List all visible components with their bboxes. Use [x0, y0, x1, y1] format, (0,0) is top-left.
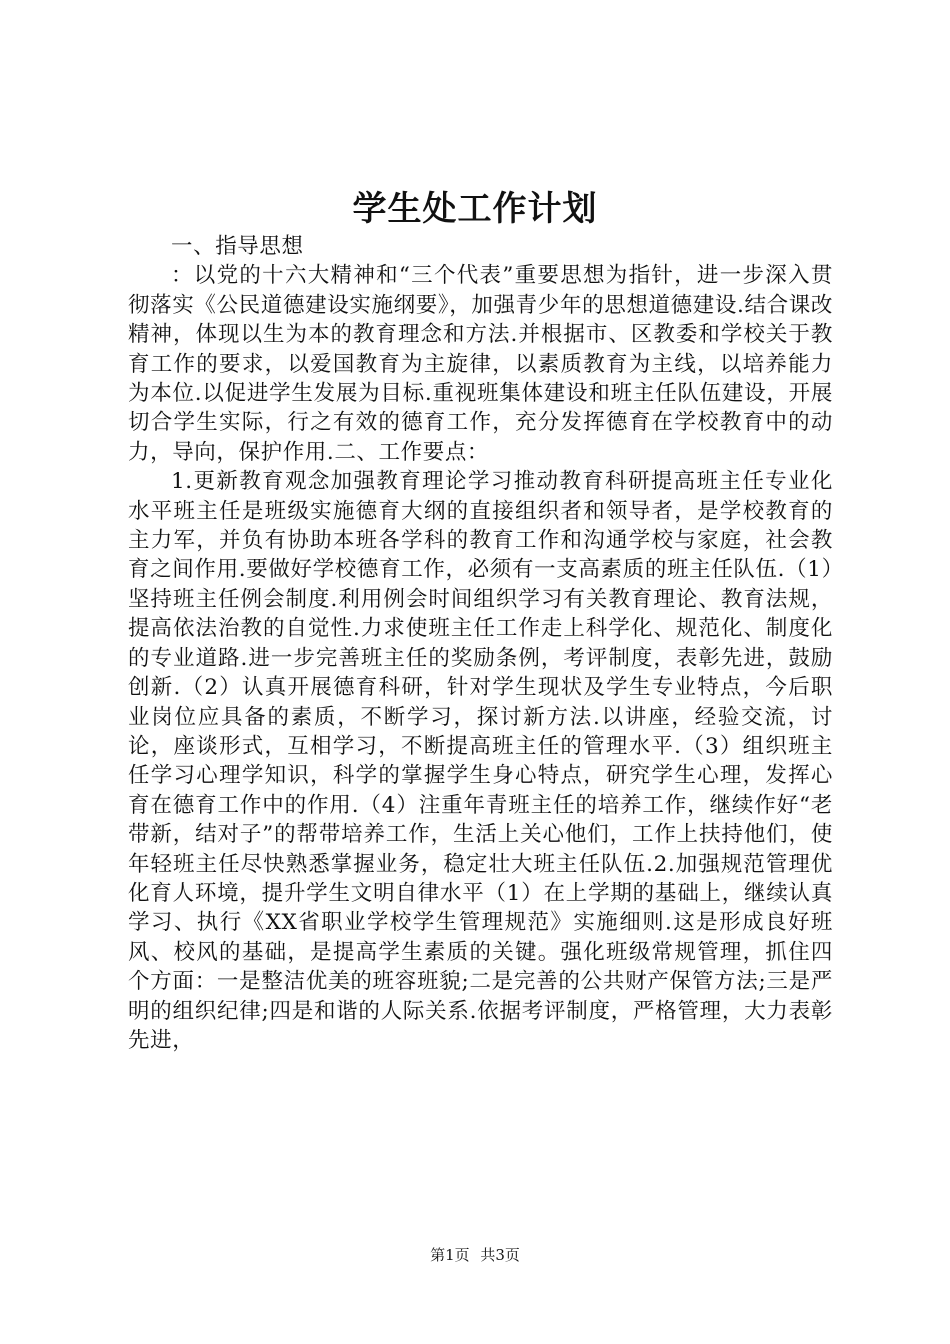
paragraph-guiding-thought: ：以党的十六大精神和“三个代表”重要思想为指针，进一步深入贯彻落实《公民道德建设实施纲要》，加强青少年的思想道德建设.结合课改精神，体现以生为本的教育理念和方法.并根据市、区教委和学校关于教育工作的要求，以爱国教育为主旋律，以素质教育为主线，以培养能力为本位.以促进学生发展为目标.重视班集体建设和班主任队伍建设，开展切合学生实际，行之有效的德育工作，充分发挥德育在学校教育中的动力，导向，保护作用.二、工作要点： — [128, 263, 833, 465]
page-number: 第1页 — [430, 1246, 470, 1264]
page-footer — [0, 1245, 950, 1265]
paragraph-work-points: 1.更新教育观念加强教育理论学习推动教育科研提高班主任专业化水平班主任是班级实施德育大纲的直接组织者和领导者，是学校教育的主力军，并负有协助本班各学科的教育工作和沟通学校与家庭，社会教育之间作用.要做好学校德育工作，必须有一支高素质的班主任队伍.（1）坚持班主任例会制度.利用例会时间组织学习有关教育理论、教育法规，提高依法治教的自觉性.力求使班主任工作走上科学化、规范化、制度化的专业道路.进一步完善班主任的奖励条例，考评制度，表彰先进，鼓励创新.（2）认真开展德育科研，针对学生现状及学生专业特点，今后职业岗位应具备的素质，不断学习，探讨新方法.以讲座，经验交流，讨论，座谈形式，互相学习，不断提高班主任的管理水平.（3）组织班主任学习心理学知识，科学的掌握学生身心特点，研究学生心理，发挥心育在德育工作中的作用.（4）注重年青班主任的培养工作，继续作好“老带新，结对子”的帮带培养工作，生活上关心他们，工作上扶持他们，使年轻班主任尽快熟悉掌握业务，稳定壮大班主任队伍.2.加强规范管理优化育人环境，提升学生文明自律水平（1）在上学期的基础上，继续认真学习、执行《XX省职业学校学生管理规范》实施细则.这是形成良好班风、校风的基础，是提高学生素质的关键。强化班级常规管理，抓住四个方面：一是整洁优美的班容班貌;二是完善的公共财产保管方法;三是严明的组织纪律;四是和谐的人际关系.依据考评制度，严格管理，大力表彰先进， — [128, 469, 833, 1053]
document-title: 学生处工作计划 — [352, 189, 598, 229]
section-heading-guiding-thought: 一、指导思想 — [171, 234, 304, 259]
document-body — [128, 232, 833, 1055]
page-total: 共3页 — [480, 1246, 520, 1264]
